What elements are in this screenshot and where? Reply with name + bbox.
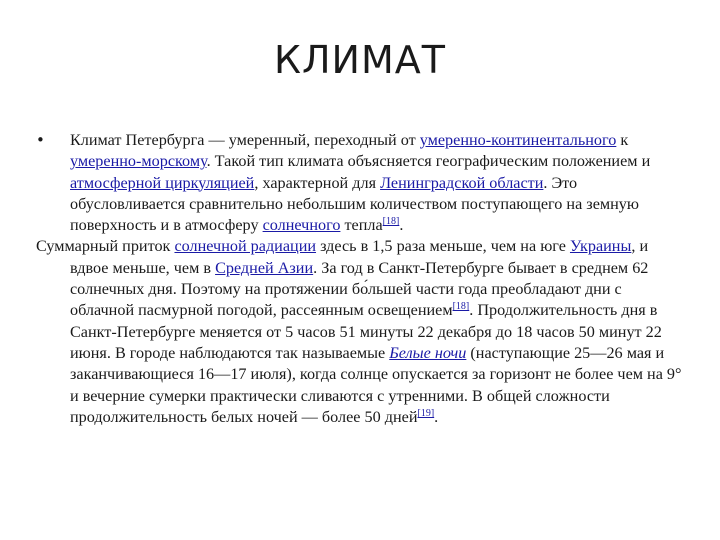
footnote-ref-19[interactable]: [19] — [417, 407, 435, 419]
text-span: тепла — [340, 216, 383, 235]
text-span: , и вдвое меньше, чем в — [70, 237, 649, 277]
link-atmospheric-circulation[interactable]: атмосферной циркуляцией — [70, 173, 255, 192]
paragraph-solar-radiation — [36, 236, 686, 428]
link-solar-radiation[interactable]: солнечной радиации — [174, 237, 317, 256]
text-span: . За год в Санкт-Петербурге бывает в среднем 62 солнечных дня. Поэтому на протяжении бо́льшей части года преобладают дни с облачной пасмурной погодой, рассеянным освещением — [70, 258, 649, 320]
text-span: Климат Петербурга — умеренный, переходный от — [70, 131, 420, 149]
link-central-asia[interactable]: Средней Азии — [215, 258, 314, 277]
link-continental[interactable]: умеренно-континентального — [419, 131, 617, 149]
text-span: . Такой тип климата объясняется географическим положением и — [206, 152, 651, 171]
text-span: . Продолжительность дня в Санкт-Петербурге меняется от 5 часов 51 минуты 22 декабря до 18 часов 50 минут 22 июня. В городе наблюдаются так называемые — [70, 301, 662, 362]
link-leningrad-oblast[interactable]: Ленинградской области — [380, 173, 544, 192]
text-span: . Это обусловливается сравнительно небольшим количеством поступающего на земную поверхность и в атмосферу — [70, 173, 639, 235]
bullet-paragraph-climate — [36, 130, 686, 236]
text-span: к — [616, 131, 629, 149]
text-span: . — [399, 216, 404, 235]
footnote-ref-18[interactable]: [18] — [452, 301, 470, 313]
link-maritime[interactable]: умеренно-морскому — [70, 152, 207, 171]
bullet-marker: • — [36, 131, 45, 149]
text-span: . — [434, 407, 439, 426]
link-white-nights[interactable]: Белые ночи — [389, 343, 467, 362]
slide-content — [36, 130, 686, 428]
text-span: , характерной для — [254, 173, 381, 192]
slide-title: КЛИМАТ — [274, 38, 446, 82]
link-ukraine[interactable]: Украины — [569, 237, 632, 256]
text-span: Суммарный приток — [36, 237, 175, 256]
text-span: здесь в 1,5 раза меньше, чем на юге — [316, 237, 570, 256]
link-solar[interactable]: солнечного — [262, 216, 341, 235]
text-span: (наступающие 25—26 мая и заканчивающиеся 16—17 июля), когда солнце опускается за горизонт не более чем на 9° и вечерние сумерки практически сливаются с утренними. В общей сложности продолжительность белых ночей — более 50 дней — [70, 343, 682, 426]
footnote-ref-18[interactable]: [18] — [382, 216, 400, 228]
